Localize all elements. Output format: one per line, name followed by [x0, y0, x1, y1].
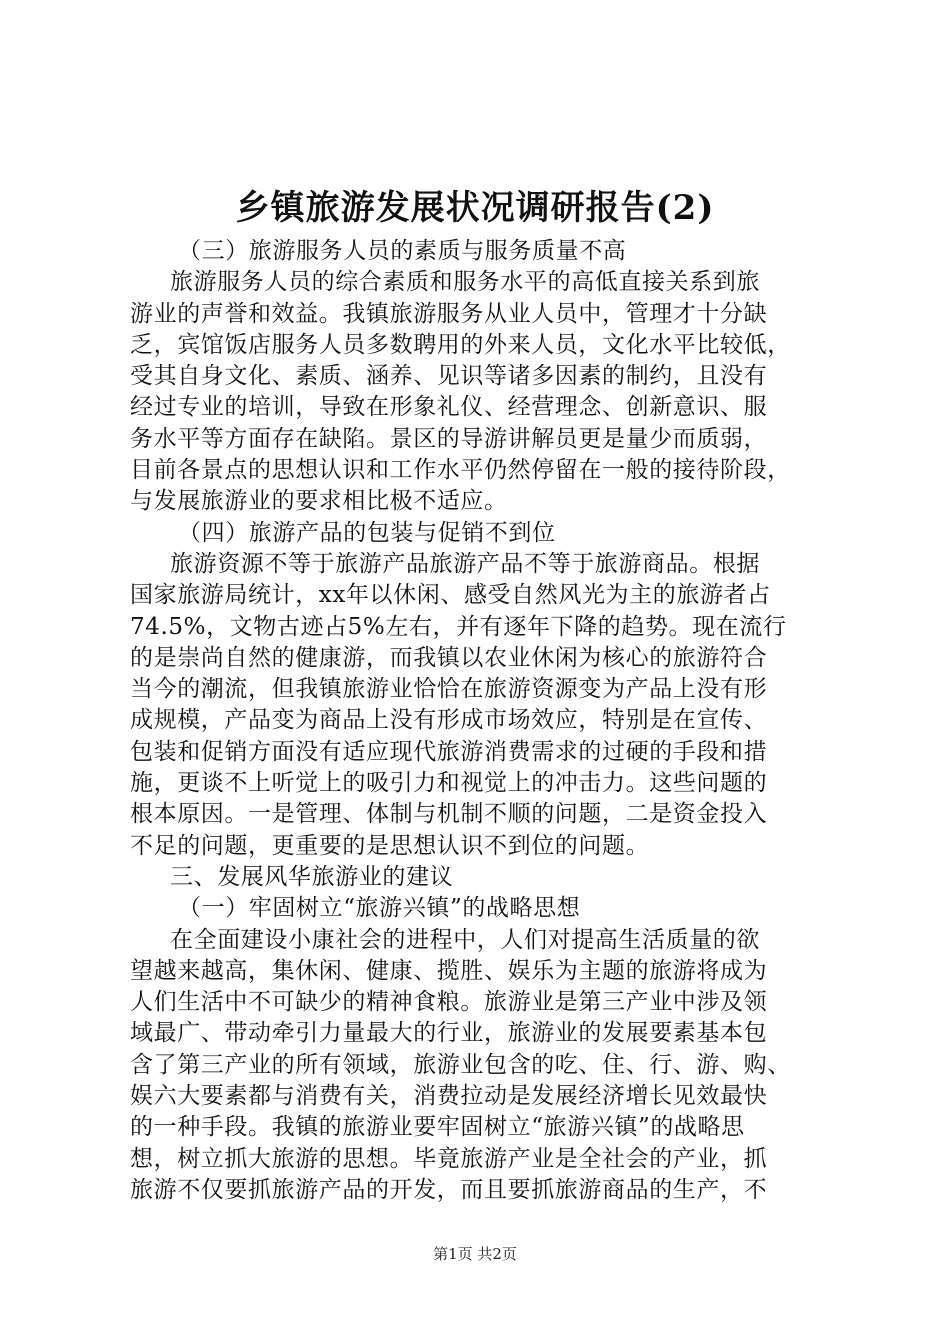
paragraph-line: 包装和促销方面没有适应现代旅游消费需求的过硬的手段和措 — [130, 738, 768, 765]
paragraph-line: 旅游服务人员的综合素质和服务水平的高低直接关系到旅 — [170, 269, 760, 296]
paragraph-line: 74.5%，文物古迹占5%左右，并有逐年下降的趋势。现在流行 — [130, 613, 787, 640]
paragraph-line: 经过专业的培训，导致在形象礼仪、经营理念、创新意识、服 — [130, 394, 768, 421]
paragraph-line: 的一种手段。我镇的旅游业要牢固树立“旅游兴镇”的战略思 — [130, 1114, 745, 1141]
section-heading: （四）旅游产品的包装与促销不到位 — [178, 519, 556, 546]
paragraph-line: 不足的问题，更重要的是思想认识不到位的问题。 — [130, 832, 650, 859]
paragraph-line: 当今的潮流，但我镇旅游业恰恰在旅游资源变为产品上没有形 — [130, 676, 768, 703]
document-body — [130, 236, 845, 1206]
paragraph-line: 人们生活中不可缺少的精神食粮。旅游业是第三产业中涉及领 — [130, 989, 768, 1016]
paragraph-line: 成规模，产品变为商品上没有形成市场效应，特别是在宣传、 — [130, 707, 768, 734]
document-title: 乡镇旅游发展状况调研报告(2) — [235, 188, 715, 228]
paragraph-line: 娱六大要素都与消费有关，消费拉动是发展经济增长见效最快 — [130, 1083, 768, 1110]
paragraph-line: 与发展旅游业的要求相比极不适应。 — [130, 488, 508, 515]
paragraph-line: 望越来越高，集休闲、健康、揽胜、娱乐为主题的旅游将成为 — [130, 957, 768, 984]
paragraph-line: 务水平等方面存在缺陷。景区的导游讲解员更是量少而质弱， — [130, 425, 768, 452]
paragraph-line: 旅游资源不等于旅游产品旅游产品不等于旅游商品。根据 — [170, 550, 760, 577]
paragraph-line: 想，树立抓大旅游的思想。毕竟旅游产业是全社会的产业，抓 — [130, 1145, 768, 1172]
paragraph-line: 在全面建设小康社会的进程中，人们对提高生活质量的欲 — [170, 926, 760, 953]
paragraph-line: 的是崇尚自然的健康游，而我镇以农业休闲为核心的旅游符合 — [130, 644, 768, 671]
paragraph-line: 根本原因。一是管理、体制与机制不顺的问题，二是资金投入 — [130, 801, 768, 828]
section-heading: （三）旅游服务人员的素质与服务质量不高 — [178, 238, 627, 264]
paragraph-line: 乏，宾馆饭店服务人员多数聘用的外来人员，文化水平比较低， — [130, 331, 791, 358]
paragraph-line: 域最广、带动牵引力量最大的行业，旅游业的发展要素基本包 — [130, 1020, 768, 1047]
paragraph-line: 受其自身文化、素质、涵养、见识等诸多因素的制约，且没有 — [130, 363, 768, 390]
section-heading: 三、发展风华旅游业的建议 — [170, 863, 454, 890]
paragraph-line: 国家旅游局统计，xx年以休闲、感受自然风光为主的旅游者占 — [130, 582, 771, 609]
paragraph-line: 目前各景点的思想认识和工作水平仍然停留在一般的接待阶段， — [130, 457, 791, 484]
page-footer: 第1页 共2页 — [433, 1245, 517, 1263]
paragraph-line: 旅游不仅要抓旅游产品的开发，而且要抓旅游商品的生产，不 — [130, 1176, 768, 1203]
paragraph-line: 含了第三产业的所有领域，旅游业包含的吃、住、行、游、购、 — [130, 1051, 791, 1078]
paragraph-line: 施，更谈不上听觉上的吸引力和视觉上的冲击力。这些问题的 — [130, 770, 768, 797]
paragraph-line: 游业的声誉和效益。我镇旅游服务从业人员中，管理才十分缺 — [130, 300, 768, 327]
section-heading: （一）牢固树立“旅游兴镇”的战略思想 — [178, 895, 581, 922]
